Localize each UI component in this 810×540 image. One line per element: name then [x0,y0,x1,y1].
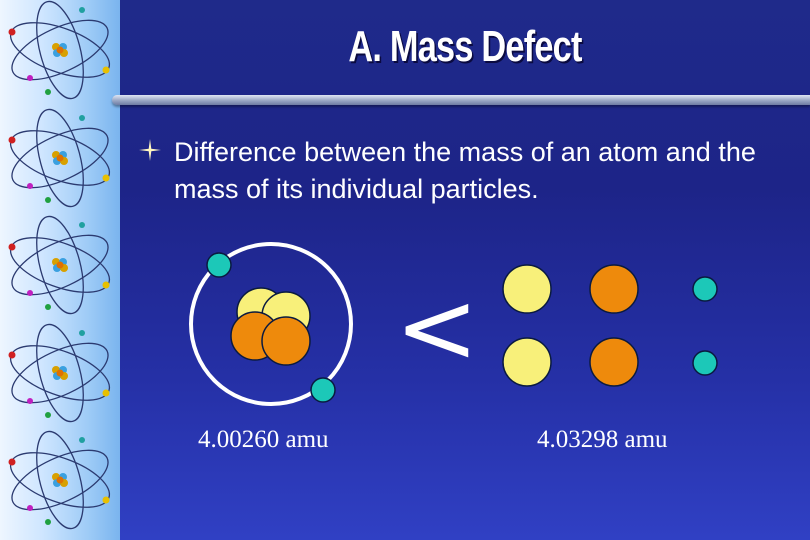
neutron [590,265,638,313]
neutron [590,338,638,386]
electron [693,351,717,375]
bullet-text: Difference between the mass of an atom and the mass of its individual particles. [174,137,756,204]
slide-title: A. Mass Defect [348,22,582,71]
electron [693,277,717,301]
less-than-symbol: < [395,269,479,386]
neutron [262,317,310,365]
atom-mass-label: 4.00260 amu [198,426,329,453]
electron [311,378,335,402]
electron [207,253,231,277]
helium-atom [191,244,351,404]
particles-mass-label: 4.03298 amu [537,426,668,453]
individual-particles [503,265,717,386]
proton [503,338,551,386]
proton [503,265,551,313]
